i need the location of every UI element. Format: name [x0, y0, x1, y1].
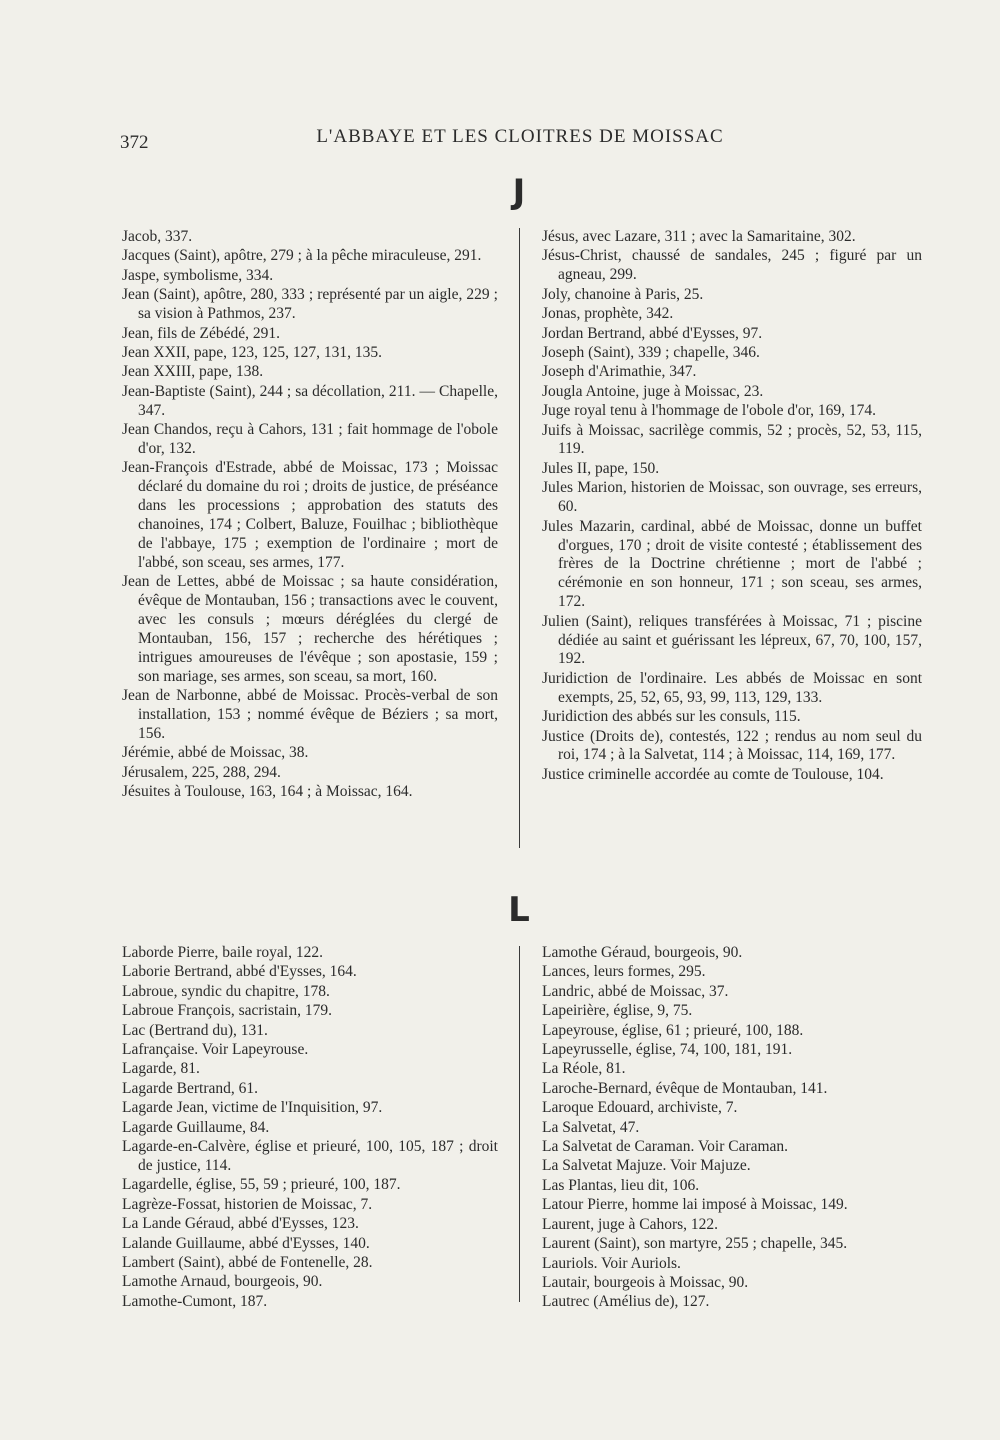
page-number: 372	[120, 132, 149, 153]
index-entry: Landric, abbé de Moissac, 37.	[542, 982, 729, 1000]
index-entry: Jésus-Christ, chaussé de sandales, 245 ; figuré par un agneau, 299.	[542, 247, 922, 284]
index-entry: Lautrec (Amélius de), 127.	[542, 1293, 710, 1311]
index-entry: Jean XXII, pape, 123, 125, 127, 131, 135.	[122, 343, 383, 361]
index-entry: Julien (Saint), reliques transférées à Moissac, 71 ; piscine dédiée au saint et guérissant les lépreux, 67, 70, 100, 157, 192.	[542, 612, 922, 668]
index-entry: Lagarde Jean, victime de l'Inquisition, 97.	[122, 1099, 383, 1117]
index-entry: Jésus, avec Lazare, 311 ; avec la Samaritaine, 302.	[542, 228, 856, 245]
index-entry: Las Plantas, lieu dit, 106.	[542, 1176, 700, 1194]
index-entry: Jérusalem, 225, 288, 294.	[122, 763, 281, 781]
index-entry: La Salvetat, 47.	[542, 1118, 640, 1136]
index-entry: Jean de Narbonne, abbé de Moissac. Procès-verbal de son installation, 153 ; nommé évêque de Béziers ; sa mort, 156.	[122, 687, 498, 743]
index-column-j-left	[122, 228, 498, 803]
index-entry: La Salvetat Majuze. Voir Majuze.	[542, 1157, 751, 1175]
index-entry: Jean-François d'Estrade, abbé de Moissac, 173 ; Moissac déclaré du domaine du roi ; droits de justice, de préséance dans les processions ; approbation des statuts des chanoines, 174 ; Colbert, Baluze, Fouilhac ; bibliothèque de l'abbaye, 175 ; exemption de l'ordinaire ; mort de l'abbé, son sceau, ses armes, 177.	[122, 459, 498, 571]
index-entry: Laborde Pierre, baile royal, 122.	[122, 944, 323, 961]
running-head: L'ABBAYE ET LES CLOITRES DE MOISSAC	[316, 126, 724, 147]
index-entry: Jean Chandos, reçu à Cahors, 131 ; fait hommage de l'obole d'or, 132.	[122, 421, 498, 457]
index-entry: Juge royal tenu à l'hommage de l'obole d'or, 169, 174.	[542, 402, 877, 420]
index-entry: Lagarde Guillaume, 84.	[122, 1118, 270, 1136]
index-entry: Jean-Baptiste (Saint), 244 ; sa décollation, 211. — Chapelle, 347.	[122, 382, 498, 419]
index-entry: Jaspe, symbolisme, 334.	[122, 266, 274, 284]
index-entry: Lamothe-Cumont, 187.	[122, 1292, 268, 1310]
index-entry: Lapeirière, église, 9, 75.	[542, 1002, 693, 1020]
index-entry: Laroque Edouard, archiviste, 7.	[542, 1099, 738, 1117]
index-entry: Jules Marion, historien de Moissac, son ouvrage, ses erreurs, 60.	[542, 479, 922, 516]
index-entry: Lautair, bourgeois à Moissac, 90.	[542, 1273, 749, 1291]
index-entry: Jérémie, abbé de Moissac, 38.	[122, 744, 309, 762]
index-entry: Lamothe Arnaud, bourgeois, 90.	[122, 1273, 323, 1291]
index-entry: Jean, fils de Zébédé, 291.	[122, 324, 280, 342]
index-entry: Jean (Saint), apôtre, 280, 333 ; représenté par un aigle, 229 ; sa vision à Pathmos, 237.	[122, 286, 498, 323]
index-entry: Joseph d'Arimathie, 347.	[542, 363, 697, 381]
index-entry: Lauriols. Voir Auriols.	[542, 1254, 681, 1272]
index-entry: Justice (Droits de), contestés, 122 ; rendus au nom seul du roi, 174 ; à la Salvetat, 114 ; à Moissac, 114, 169, 177.	[542, 727, 922, 764]
index-entry: La Lande Géraud, abbé d'Eysses, 123.	[122, 1215, 359, 1233]
index-entry: Lagarde-en-Calvère, église et prieuré, 100, 105, 187 ; droit de justice, 114.	[122, 1138, 498, 1174]
column-rule-j	[519, 228, 520, 848]
index-entry: Joseph (Saint), 339 ; chapelle, 346.	[542, 343, 760, 361]
index-entry: Latour Pierre, homme lai imposé à Moissac, 149.	[542, 1196, 848, 1214]
index-entry: Jules II, pape, 150.	[542, 459, 660, 477]
index-entry: Laurent (Saint), son martyre, 255 ; chapelle, 345.	[542, 1235, 848, 1253]
index-entry: Laroche-Bernard, évêque de Montauban, 141.	[542, 1079, 828, 1097]
index-entry: La Salvetat de Caraman. Voir Caraman.	[542, 1138, 789, 1156]
index-entry: Jean XXIII, pape, 138.	[122, 363, 264, 381]
index-entry: Juridiction de l'ordinaire. Les abbés de Moissac en sont exempts, 25, 52, 65, 93, 99, 113, 129, 133.	[542, 669, 922, 706]
index-entry: Lapeyrouse, église, 61 ; prieuré, 100, 188.	[542, 1021, 804, 1039]
index-column-l-right	[542, 944, 922, 1313]
index-entry: Jacques (Saint), apôtre, 279 ; à la pêche miraculeuse, 291.	[122, 247, 482, 265]
index-entry: Lagarde Bertrand, 61.	[122, 1079, 258, 1097]
index-entry: Lagrèze-Fossat, historien de Moissac, 7.	[122, 1195, 373, 1213]
index-entry: Laurent, juge à Cahors, 122.	[542, 1215, 719, 1233]
column-rule-l	[519, 946, 520, 1302]
index-entry: Joly, chanoine à Paris, 25.	[542, 285, 704, 303]
index-entry: Jules Mazarin, cardinal, abbé de Moissac, donne un buffet d'orgues, 170 ; droit de visite contesté ; établissement des frères de la Doctrine chrétienne ; mort de l'abbé ; cérémonie en son honneur, 171 ; son sceau, ses armes, 172.	[542, 517, 922, 611]
index-entry: Lafrançaise. Voir Lapeyrouse.	[122, 1041, 309, 1059]
index-entry: Jougla Antoine, juge à Moissac, 23.	[542, 382, 764, 400]
index-entry: Lac (Bertrand du), 131.	[122, 1021, 268, 1039]
index-column-l-left	[122, 944, 498, 1312]
index-entry: Labroue François, sacristain, 179.	[122, 1002, 333, 1020]
section-letter-j: J	[512, 172, 526, 212]
index-entry: La Réole, 81.	[542, 1060, 626, 1078]
index-entry: Justice criminelle accordée au comte de Toulouse, 104.	[542, 765, 884, 783]
index-entry: Lagarde, 81.	[122, 1060, 200, 1078]
section-letter-l: L	[508, 890, 530, 930]
index-entry: Lambert (Saint), abbé de Fontenelle, 28.	[122, 1254, 373, 1271]
index-entry: Lapeyrusselle, église, 74, 100, 181, 191.	[542, 1041, 793, 1059]
index-entry: Juridiction des abbés sur les consuls, 115.	[542, 708, 801, 726]
index-column-j-right	[542, 228, 922, 785]
index-entry: Jésuites à Toulouse, 163, 164 ; à Moissac, 164.	[122, 783, 413, 801]
index-entry: Jean de Lettes, abbé de Moissac ; sa haute considération, évêque de Montauban, 156 ; transactions avec le couvent, avec les consuls ; mœurs déréglées du clergé de Montauban, 156, 157 ; recherche des hérétiques ; intrigues amoureuses de l'évêque ; son apostasie, 159 ; son mariage, ses armes, son sceau, sa mort, 160.	[122, 573, 498, 685]
index-entry: Jacob, 337.	[122, 228, 193, 245]
index-entry: Lamothe Géraud, bourgeois, 90.	[542, 944, 743, 961]
index-entry: Laborie Bertrand, abbé d'Eysses, 164.	[122, 963, 357, 981]
index-entry: Lances, leurs formes, 295.	[542, 963, 706, 981]
index-entry: Jonas, prophète, 342.	[542, 305, 674, 323]
index-entry: Jordan Bertrand, abbé d'Eysses, 97.	[542, 324, 763, 342]
index-entry: Labroue, syndic du chapitre, 178.	[122, 982, 330, 1000]
index-entry: Juifs à Moissac, sacrilège commis, 52 ; procès, 52, 53, 115, 119.	[542, 421, 922, 458]
index-entry: Lalande Guillaume, abbé d'Eysses, 140.	[122, 1234, 370, 1252]
index-entry: Lagardelle, église, 55, 59 ; prieuré, 100, 187.	[122, 1176, 401, 1194]
